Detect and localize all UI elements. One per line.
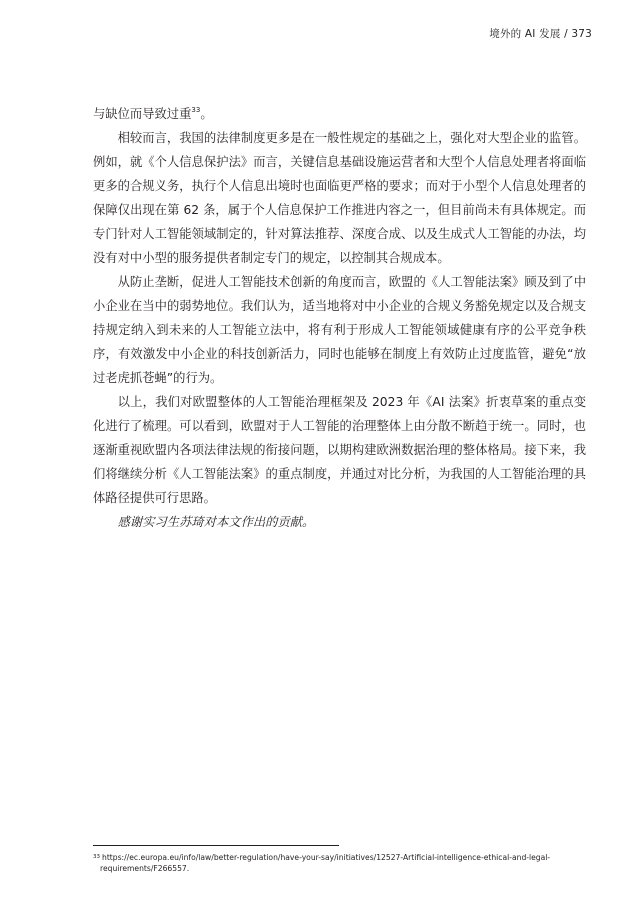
footnote-line-1 xyxy=(93,852,563,863)
paragraph-2: 从防止垄断，促进人工智能技术创新的角度而言，欧盟的《人工智能法案》顾及到了中小企业在当中的弱势地位。我们认为，适当地将对中小企业的合规义务豁免规定以及合规支持规定纳入到未来的人工智能立法中，将有利于形成人工智能领域健康有序的公平竞争秩序，有效激发中小企业的科技创新活力，同时也能够在制度上有效防止过度监管，避免“放过老虎抓苍蝇”的行为。 xyxy=(93,275,586,385)
paragraph-1: 相较而言，我国的法律制度更多是在一般性规定的基础之上，强化对大型企业的监管。例如，就《个人信息保护法》而言，关键信息基础设施运营者和大型个人信息处理者将面临更多的合规义务，执行个人信息出境时也面临更严格的要求；而对于小型个人信息处理者的保障仅出现在第 62 条，属于个人信息保护工作推进内容之一，但目前尚未有具体规定。而专门针对人工智能领域制定的，针对算法推荐、深度合成、以及生成式人工智能的办法，均没有对中小型的服务提供者制定专门的规定，以控制其合规成本。 xyxy=(93,131,586,265)
paragraph-continuation-end: 。 xyxy=(200,107,213,121)
acknowledgement: 感谢实习生苏琦对本文作出的贡献。 xyxy=(117,515,315,529)
footnote-separator xyxy=(93,845,339,846)
paragraph-3: 以上，我们对欧盟整体的人工智能治理框架及 2023 年《AI 法案》折衷草案的重点变化进行了梳理。可以看到，欧盟对于人工智能的治理整体上由分散不断趋于统一。同时，也逐渐重视欧盟内各项法律法规的衔接问题，以期构建欧洲数据治理的整体格局。接下来，我们将继续分析《人工智能法案》的重点制度，并通过对比分析，为我国的人工智能治理的具体路径提供可行思路。 xyxy=(93,395,586,505)
footnote-reference: 33 xyxy=(191,106,201,114)
paragraph-continuation xyxy=(93,102,586,126)
footnote-number: 33 xyxy=(93,854,100,860)
footnote-line-2: requirements/F266557. xyxy=(100,864,190,873)
running-header: 境外的 AI 发展 / 373 xyxy=(489,28,592,40)
body-text xyxy=(93,102,586,534)
footnote-url: https://ec.europa.eu/info/law/better-regulation/have-your-say/initiatives/12527-Artificial-intelligence-ethical-and-legal- xyxy=(102,853,551,862)
paragraph-continuation-text: 与缺位而导致过重 xyxy=(93,107,192,121)
footnote xyxy=(93,852,563,874)
